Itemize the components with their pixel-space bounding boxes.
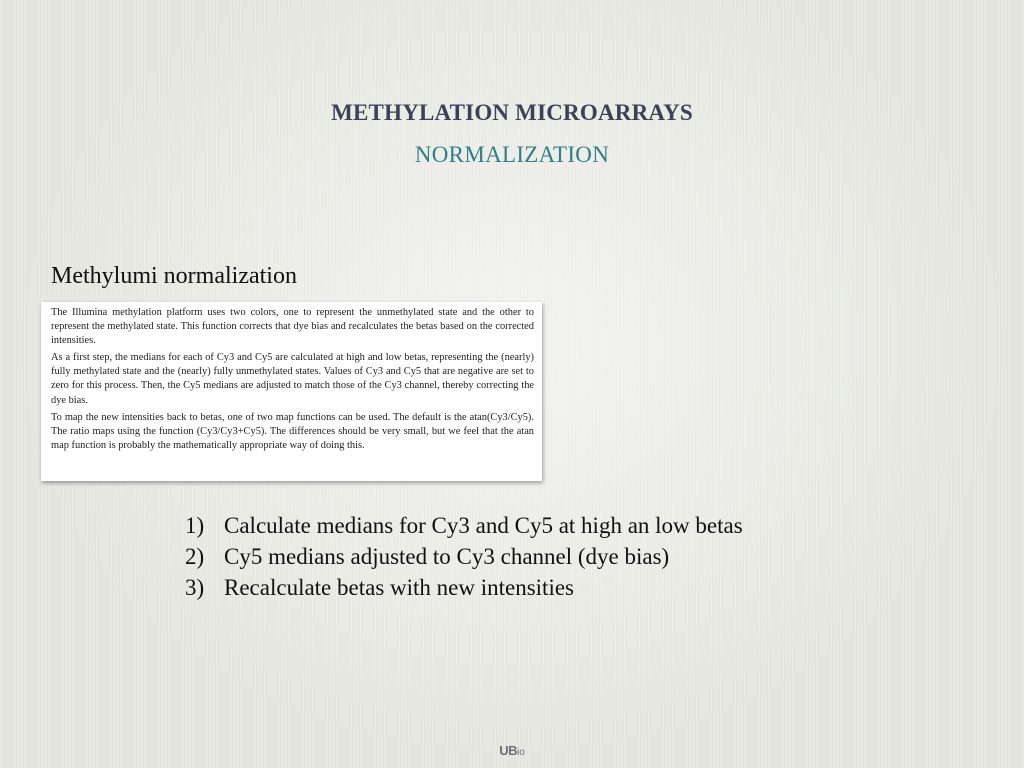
step-text: Recalculate betas with new intensities <box>224 575 574 600</box>
step-number: 2) <box>185 544 205 569</box>
logo-main-text: UB <box>499 743 517 758</box>
logo-small-text: io <box>516 747 525 758</box>
list-item <box>185 541 743 572</box>
section-heading: Methylumi normalization <box>51 263 297 289</box>
list-item <box>185 510 743 541</box>
excerpt-paragraph: As a first step, the medians for each of Cy3 and Cy5 are calculated at high and low betas, representing the (nearly) fully methylated state and the (nearly) fully unmethylated states. Values of Cy3 and Cy5 that are negative are set to zero for this process. Then, the Cy5 medians are adjusted to match those of the Cy3 channel, thereby correcting the dye bias. <box>51 352 534 406</box>
ubio-logo <box>0 742 1024 760</box>
slide-title: METHYLATION MICROARRAYS <box>331 100 693 125</box>
excerpt-paragraph: The Illumina methylation platform uses two colors, one to represent the unmethylated state and the other to represent the methylated state. This function corrects that dye bias and recalculates the betas based on the corrected intensities. <box>51 307 534 347</box>
step-text: Cy5 medians adjusted to Cy3 channel (dye bias) <box>224 544 670 569</box>
step-text: Calculate medians for Cy3 and Cy5 at high an low betas <box>224 513 743 538</box>
excerpt-paragraph: To map the new intensities back to betas, one of two map functions can be used. The default is the atan(Cy3/Cy5). The ratio maps using the function (Cy3/Cy3+Cy5). The differences should be very small, but we feel that the atan map function is probably the mathematically appropriate way of doing this. <box>51 411 534 451</box>
step-number: 3) <box>185 575 205 600</box>
step-number: 1) <box>185 513 205 538</box>
list-item <box>185 572 743 603</box>
steps-list <box>185 510 743 603</box>
slide-subtitle: NORMALIZATION <box>414 142 610 167</box>
documentation-excerpt <box>41 302 542 481</box>
